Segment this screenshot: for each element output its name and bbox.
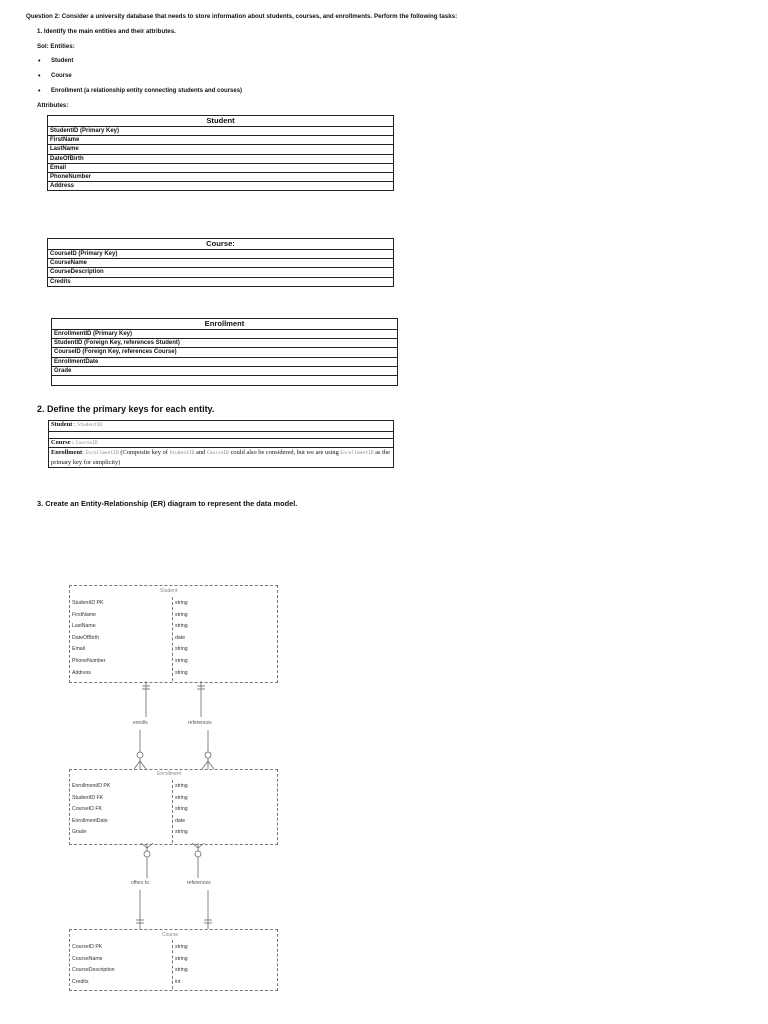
er-crowfoot [140,761,146,769]
er-field: StudentID PK [72,600,104,606]
pk-student-row: Student : StudentID [49,421,394,432]
er-field: Credits [72,978,89,985]
pk-enrollment-text: as the primary key for simplicity) [51,449,390,466]
er-rel-enrolls: enrolls [133,720,148,726]
er-type: string [175,611,188,618]
er-crowfoot [134,761,140,769]
table-row: CourseDescription [48,268,394,277]
table-title: Enrollment [52,319,398,330]
er-type: string [175,829,188,836]
er-crowfoot [208,761,214,769]
er-field: Grade [72,829,87,836]
pk-enrollment-code: CourseID [206,451,229,456]
er-type: string [175,967,188,974]
table-row: DateOfBirth [48,154,394,163]
pk-enrollment-code: EnrollmentID [340,451,374,456]
task-3-heading: 3. Create an Entity-Relationship (ER) diagram to represent the data model. [37,499,298,508]
pk-enrollment-code: StudentID [169,451,195,456]
er-type: date [175,634,186,641]
entity-course-bullet: • Course [51,73,72,79]
pk-enrollment-label: Enrollment [51,449,83,456]
table-row: Email [48,163,394,172]
er-rel-references: references [187,880,211,886]
er-field: LastName [72,623,96,630]
entity-student-bullet: • Student [51,58,73,64]
solution-label: Sol: Entities: [37,43,75,50]
task-2-heading: 2. Define the primary keys for each entity. [37,404,215,414]
er-crowfoot [141,843,147,848]
table-row: LastName [48,145,394,154]
er-type: int [175,978,181,985]
table-row: CourseName [48,259,394,268]
er-type: string [175,806,188,813]
pk-enrollment-row: Enrollment: EnrollmentID (Composite key of StudentID and CourseID could also be considered, but we are using EnrollmentID as the primary key for simplicity) [49,448,394,468]
er-field: CourseDescription [72,967,115,974]
er-field: CourseID PK [72,944,103,950]
pk-student-label: Student [51,421,73,428]
er-field: CourseName [72,955,103,962]
pk-enrollment-value: EnrollmentID [85,451,119,456]
er-type: string [175,623,188,630]
table-row: EnrollmentID (Primary Key) [52,330,398,339]
er-field: CourseID FK [72,806,102,813]
er-optional-circle [205,752,211,758]
er-type: string [175,955,188,962]
er-field: FirstName [72,611,96,618]
er-type: string [175,600,188,606]
er-entity-title: Enrollment [157,771,181,777]
er-entity-title: Course [162,932,179,938]
er-field: Address [72,669,92,676]
pk-course-label: Course [51,439,71,446]
table-row: Grade [52,366,398,375]
er-optional-circle [137,752,143,758]
pk-course-row: Course : CourseID [49,439,394,448]
er-rel-references: references [188,720,212,726]
er-type: date [175,817,186,824]
pk-enrollment-text: (Composite key of [118,449,170,456]
er-type: string [175,944,188,950]
table-row: StudentID (Foreign Key, references Student) [52,339,398,348]
table-row: FirstName [48,136,394,145]
er-crowfoot [202,761,208,769]
table-row: CourseID (Primary Key) [48,250,394,259]
er-optional-circle [144,851,150,857]
task-1-heading: 1. Identify the main entities and their attributes. [37,28,176,35]
pk-enrollment-text: could also be considered, but we are using [228,449,341,456]
question-title: Question 2: Consider a university database that needs to store information about students, courses, and enrollments. Perform the following tasks: [26,13,458,20]
table-row: Address [48,182,394,191]
entity-enrollment-bullet: • Enrollment (a relationship entity connecting students and courses) [51,88,242,94]
table-row: EnrollmentDate [52,357,398,366]
er-field: Email [72,646,85,653]
er-rel-offers-to: offers to [131,880,149,886]
er-type: string [175,657,188,664]
pk-course-value: CourseID [75,441,98,446]
er-optional-circle [195,851,201,857]
er-type: string [175,794,188,801]
er-field: EnrollmentID PK [72,783,111,789]
table-row: Credits [48,277,394,286]
er-type: string [175,783,188,789]
er-crowfoot [147,843,153,848]
table-row: CourseID (Foreign Key, references Course) [52,348,398,357]
pk-student-value: StudentID [77,423,103,428]
table-title: Course: [48,239,394,250]
er-field: PhoneNumber [72,657,106,664]
pk-enrollment-text: and [194,449,207,456]
attributes-label: Attributes: [37,102,69,109]
table-row: StudentID (Primary Key) [48,127,394,136]
er-field: EnrollmentDate [72,817,108,824]
er-entity-title: Student [160,588,178,594]
er-crowfoot [192,843,198,848]
er-type: string [175,646,188,653]
table-row: PhoneNumber [48,172,394,181]
er-type: string [175,669,188,676]
er-field: DateOfBirth [72,634,100,641]
table-title: Student [48,116,394,127]
er-field: StudentID FK [72,794,104,801]
er-crowfoot [198,843,204,848]
